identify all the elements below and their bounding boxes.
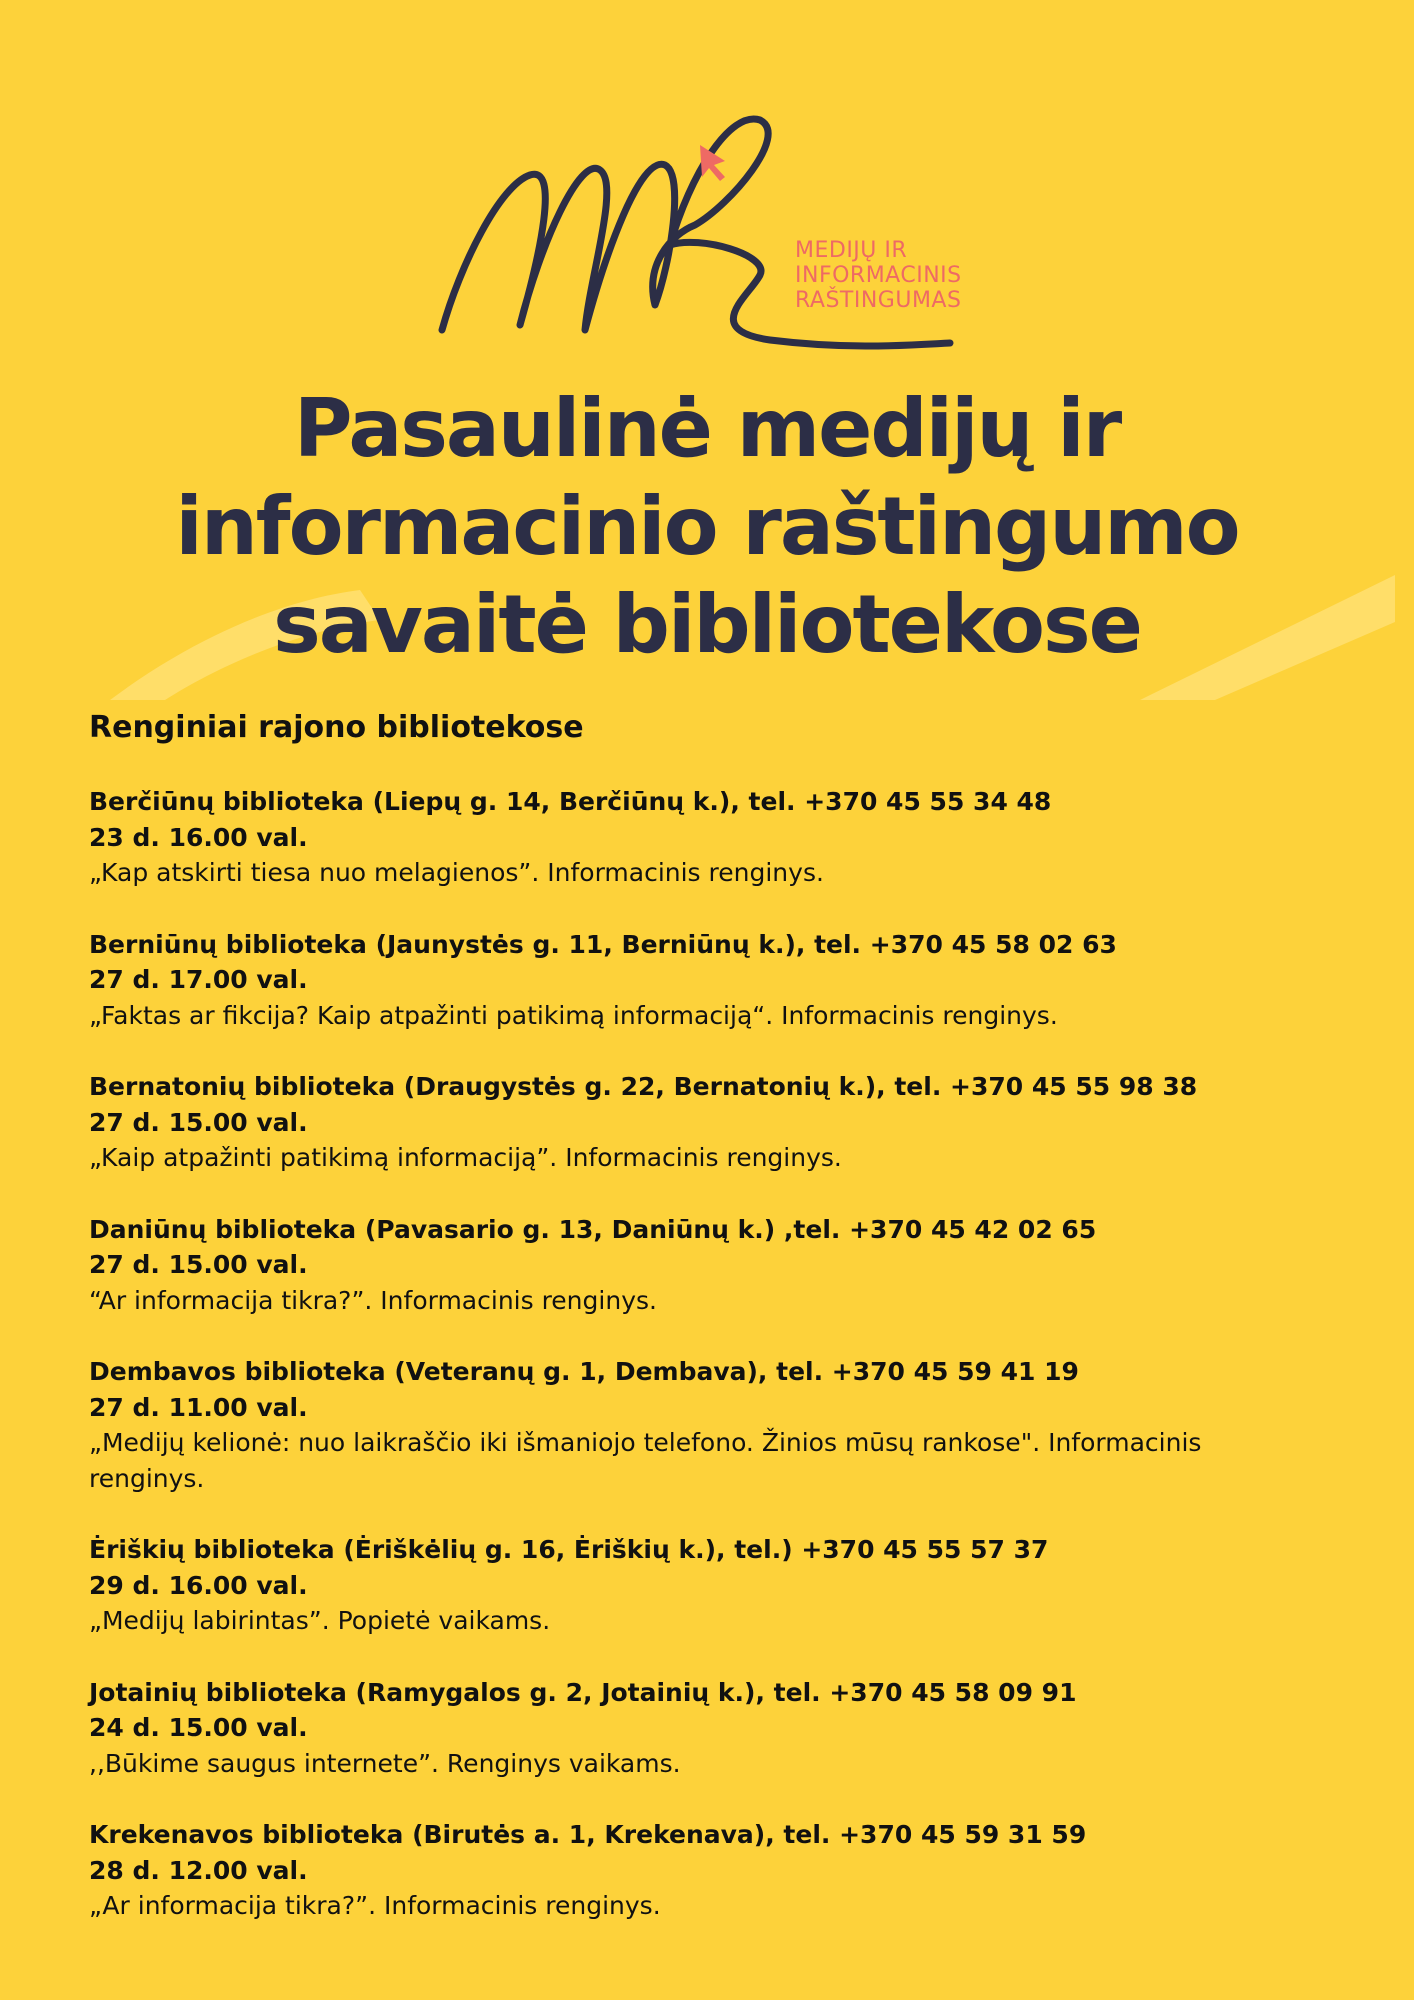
event-description: “Ar informacija tikra?”. Informacinis renginys. [89, 1285, 657, 1315]
event-entry [89, 1675, 1339, 1782]
logo-text-line: MEDIJŲ IR [795, 238, 908, 263]
event-datetime: 28 d. 12.00 val. [89, 1855, 308, 1885]
event-entry [89, 784, 1339, 891]
event-description: ,,Būkime saugus internete”. Renginys vaikams. [89, 1748, 681, 1778]
library-info: Berniūnų biblioteka (Jaunystės g. 11, Berniūnų k.), tel. +370 45 58 02 63 [89, 929, 1117, 959]
event-entry [89, 927, 1339, 1034]
event-description: „Medijų labirintas”. Popietė vaikams. [89, 1606, 551, 1635]
logo-wordmark [795, 238, 962, 313]
event-datetime: 29 d. 16.00 val. [89, 1570, 308, 1600]
event-datetime: 27 d. 17.00 val. [89, 965, 308, 994]
event-entry [89, 1069, 1339, 1176]
title-line: informacinio raštingumo [175, 480, 1239, 573]
library-info: Ėriškių biblioteka (Ėriškėlių g. 16, Ėriškių k.), tel.) +370 45 55 57 37 [89, 1535, 1049, 1564]
title-line: Pasaulinė medijų ir [293, 382, 1121, 475]
event-description: „Ar informacija tikra?”. Informacinis renginys. [89, 1891, 661, 1920]
event-entry [89, 1354, 1339, 1496]
event-description: „Medijų kelionė: nuo laikraščio iki išmaniojo telefono. Žinios mūsų rankose". Informacinis renginys. [89, 1428, 1202, 1493]
event-datetime: 27 d. 15.00 val. [89, 1107, 308, 1137]
event-entry [89, 1817, 1339, 1924]
mir-logo [430, 115, 990, 355]
event-datetime: 27 d. 11.00 val. [89, 1392, 308, 1422]
event-description: „Kap atskirti tiesa nuo melagienos”. Informacinis renginys. [89, 858, 824, 887]
library-info: Dembavos biblioteka (Veteranų g. 1, Dembava), tel. +370 45 59 41 19 [89, 1357, 1079, 1386]
event-description: „Kaip atpažinti patikimą informaciją”. Informacinis renginys. [89, 1143, 842, 1172]
library-info: Daniūnų biblioteka (Pavasario g. 13, Daniūnų k.) ,tel. +370 45 42 02 65 [89, 1214, 1097, 1244]
event-entry [89, 1212, 1339, 1319]
event-datetime: 27 d. 15.00 val. [89, 1250, 308, 1279]
events-list [89, 708, 1339, 1960]
title-line: savaitė bibliotekose [273, 578, 1141, 671]
library-info: Berčiūnų biblioteka (Liepų g. 14, Berčiūnų k.), tel. +370 45 55 34 48 [89, 787, 1052, 816]
logo-text-line: RAŠTINGUMAS [795, 288, 962, 313]
event-entry [89, 1532, 1339, 1639]
logo-text-line: INFORMACINIS [795, 263, 962, 288]
library-info: Jotainių biblioteka (Ramygalos g. 2, Jotainių k.), tel. +370 45 58 09 91 [89, 1677, 1077, 1707]
page-title [0, 380, 1414, 674]
library-info: Krekenavos biblioteka (Birutės a. 1, Krekenava), tel. +370 45 59 31 59 [89, 1820, 1087, 1849]
event-datetime: 24 d. 15.00 val. [89, 1713, 308, 1742]
section-heading: Renginiai rajono bibliotekose [89, 710, 584, 745]
event-description: „Faktas ar fikcija? Kaip atpažinti patikimą informaciją“. Informacinis renginys. [89, 1000, 1058, 1030]
library-info: Bernatonių biblioteka (Draugystės g. 22, Bernatonių k.), tel. +370 45 55 98 38 [89, 1072, 1198, 1101]
event-datetime: 23 d. 16.00 val. [89, 822, 308, 852]
